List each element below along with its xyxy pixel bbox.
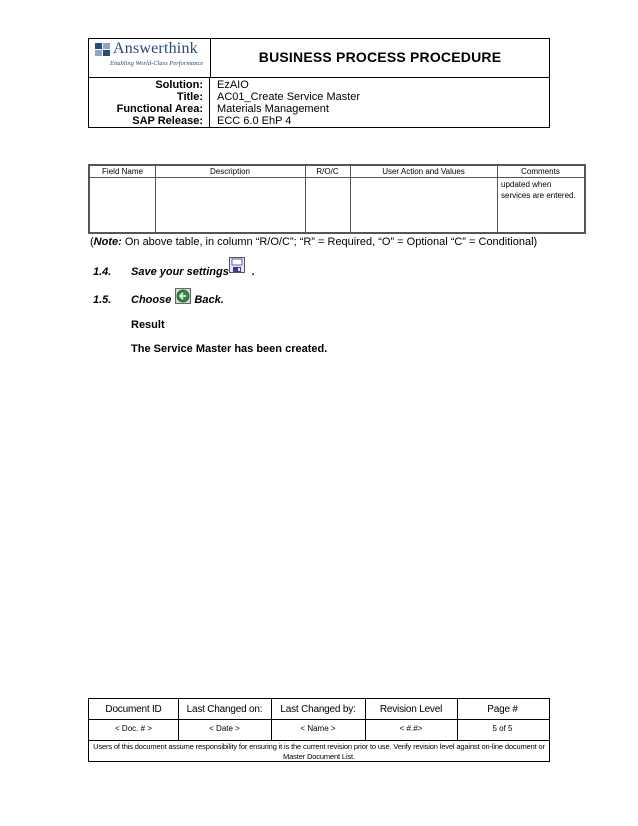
col-header-roc: R/O/C [316, 167, 339, 176]
table-note [90, 236, 537, 248]
footer-header-document-id: Document ID [105, 704, 162, 715]
step-number: 1.4. [93, 266, 112, 278]
document-footer [88, 698, 550, 762]
header-row-sap-release [89, 115, 549, 127]
step-text-after: . [251, 266, 255, 278]
back-icon [175, 288, 191, 304]
footer-row-line [89, 719, 549, 720]
sap-release-value: ECC 6.0 EhP 4 [217, 115, 292, 127]
company-logo [89, 39, 211, 77]
step-text-before: Save your settings [131, 266, 229, 278]
footer-header-last-changed-by: Last Changed by: [280, 704, 356, 715]
sap-release-label: SAP Release: [132, 115, 203, 127]
footer-row-line [89, 740, 549, 741]
save-icon [229, 257, 245, 273]
footer-value-revision: < #.#> [399, 724, 423, 733]
col-header-comments: Comments [521, 167, 560, 176]
note-label: Note: [93, 236, 122, 248]
result-text: The Service Master has been created. [131, 343, 328, 355]
title-label: Title: [176, 91, 203, 103]
footer-value-name: < Name > [300, 724, 336, 733]
document-title: BUSINESS PROCESS PROCEDURE [258, 49, 502, 65]
solution-label: Solution: [155, 79, 203, 91]
step-text-after: Back. [194, 294, 224, 306]
step-number: 1.5. [93, 294, 112, 306]
field-table-header-line [90, 177, 584, 178]
note-text: On above table, in column “R/O/C”; “R” = Required, “O” = Optional “C” = Conditional) [121, 236, 538, 248]
footer-value-page: 5 of 5 [492, 724, 513, 733]
step-text-before: Choose [131, 294, 172, 306]
col-header-user-action: User Action and Values [382, 167, 465, 176]
footer-value-document-id: < Doc. # > [115, 724, 152, 733]
header-row-functional-area [89, 103, 549, 115]
header-top-row [89, 39, 549, 78]
logo-squares-icon [95, 43, 111, 57]
footer-value-date: < Date > [209, 724, 240, 733]
col-header-field-name: Field Name [102, 167, 143, 176]
field-table [88, 164, 586, 234]
document-header [88, 38, 550, 128]
solution-value: EzAIO [217, 79, 249, 91]
title-value: AC01_Create Service Master [217, 91, 361, 103]
header-row-title [89, 91, 549, 103]
note-open-paren: ( [90, 236, 94, 248]
functional-area-value: Materials Management [217, 103, 329, 115]
functional-area-label: Functional Area: [116, 103, 203, 115]
header-row-solution [89, 79, 549, 91]
footer-header-last-changed-on: Last Changed on: [186, 704, 263, 715]
col-header-description: Description [209, 167, 250, 176]
header-info-rows [89, 77, 549, 127]
result-heading: Result [131, 319, 165, 331]
logo-tagline: Enabling World-Class Performance [110, 60, 204, 67]
logo-name: Answerthink [113, 40, 198, 57]
footer-header-revision-level: Revision Level [379, 704, 443, 715]
footer-disclaimer: Users of this document assume responsibility for ensuring it is the current revision prior to use. Verify revision level against on-line document or Master Document List. [93, 742, 545, 761]
footer-header-page: Page # [487, 704, 518, 715]
comment-cell: updated when services are entered. [501, 180, 576, 200]
